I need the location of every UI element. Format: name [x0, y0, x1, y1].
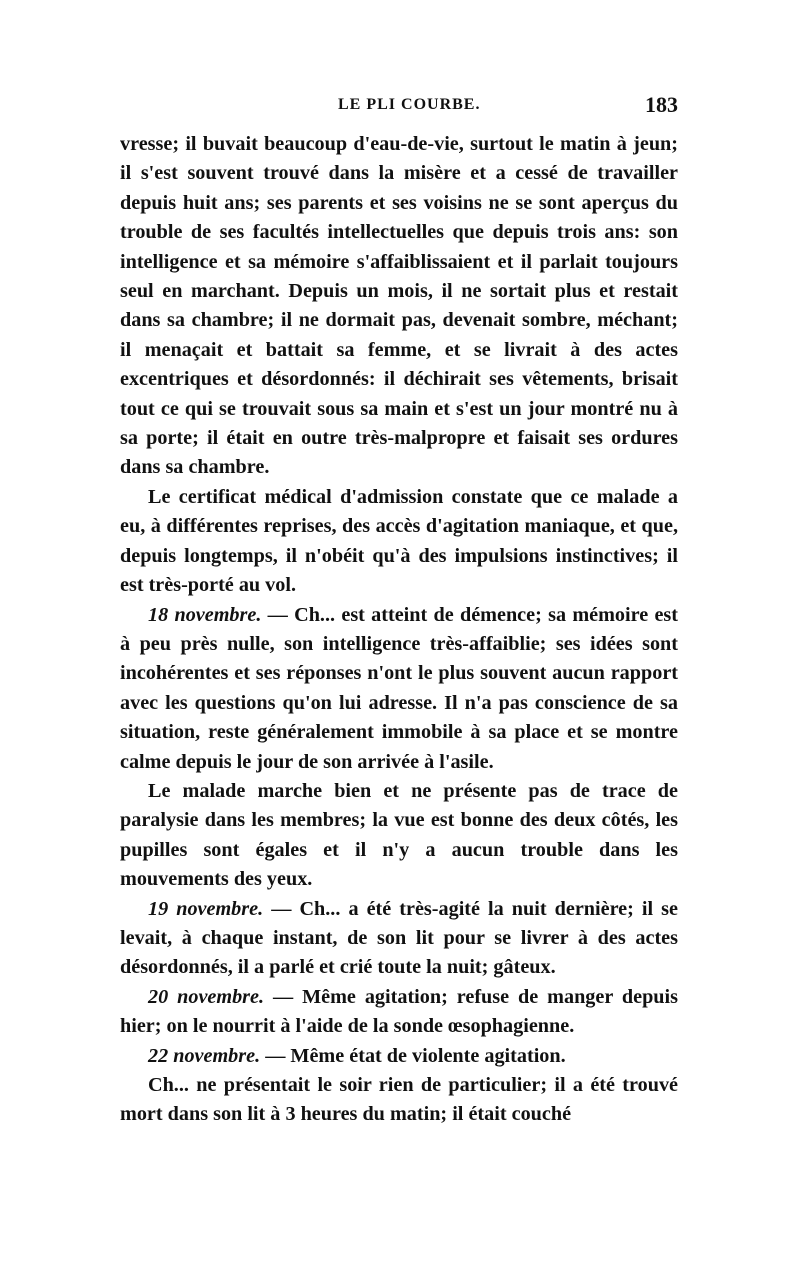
paragraph-entry-18-november [120, 601, 678, 777]
paragraph-death-report [120, 1071, 678, 1130]
paragraph-text: Ch... ne présentait le soir rien de particulier; il a été trouvé mort dans son lit à 3 heures du matin; il était couché [120, 1074, 678, 1126]
paragraph-physical-exam [120, 777, 678, 895]
paragraph-entry-20-november [120, 983, 678, 1042]
body-text [120, 130, 678, 1130]
entry-date: 19 novembre. [148, 897, 264, 920]
entry-date: 22 novembre. [148, 1044, 261, 1067]
paragraph-text: — Même état de violente agitation. [260, 1044, 566, 1067]
paragraph-text: Le certificat médical d'admission constate que ce malade a eu, à différentes reprises, des accès d'agitation maniaque, et que, depuis longtemps, il n'obéit qu'à des impulsions instinctives; il est très-porté au vol. [120, 485, 678, 597]
paragraph-text: — Ch... est atteint de démence; sa mémoire est à peu près nulle, son intelligence très-affaiblie; ses idées sont incohérentes et ses réponses n'ont le plus souvent aucun rapport avec les questions qu'on lui adresse. Il n'a pas conscience de sa situation, reste généralement immobile à sa place et se montre calme depuis le jour de son arrivée à l'asile. [120, 603, 678, 773]
paragraph-entry-19-november [120, 895, 678, 983]
paragraph-text: Le malade marche bien et ne présente pas de trace de paralysie dans les membres; la vue est bonne des deux côtés, les pupilles sont égales et il n'y a aucun trouble dans les mouvements des yeux. [120, 779, 678, 891]
running-title: LE PLI COURBE. [338, 96, 481, 113]
book-page [120, 92, 678, 1130]
paragraph-text: — Ch... a été très-agité la nuit dernière; il se levait, à chaque instant, de son lit pour se livrer à des actes désordonnés, il a parlé et crié toute la nuit; gâteux. [120, 897, 678, 979]
paragraph-text: — Même agitation; refuse de manger depuis hier; on le nourrit à l'aide de la sonde œsophagienne. [120, 985, 678, 1038]
page-number: 183 [645, 92, 678, 117]
paragraph-entry-22-november [120, 1042, 678, 1071]
paragraph-continuation [120, 130, 678, 483]
paragraph-admission-certificate [120, 483, 678, 601]
entry-date: 20 novembre. [148, 985, 265, 1008]
paragraph-text: vresse; il buvait beaucoup d'eau-de-vie, surtout le matin à jeun; il s'est souvent trouvé dans la misère et a cessé de travailler depuis huit ans; ses parents et ses voisins ne se sont aperçus du trouble de ses facultés intellectuelles que depuis trois ans: son intelligence et sa mémoire s'affaiblissaient et il parlait toujours seul en marchant. Depuis un mois, il ne sortait plus et restait dans sa chambre; il ne dormait pas, devenait sombre, méchant; il menaçait et battait sa femme, et se livrait à des actes excentriques et désordonnés: il déchirait ses vêtements, brisait tout ce qui se trouvait sous sa main et s'est un jour montré nu à sa porte; il était en outre très-malpropre et faisait ses ordures dans sa chambre. [120, 133, 678, 479]
running-head [120, 92, 678, 122]
entry-date: 18 novembre. [148, 603, 262, 626]
